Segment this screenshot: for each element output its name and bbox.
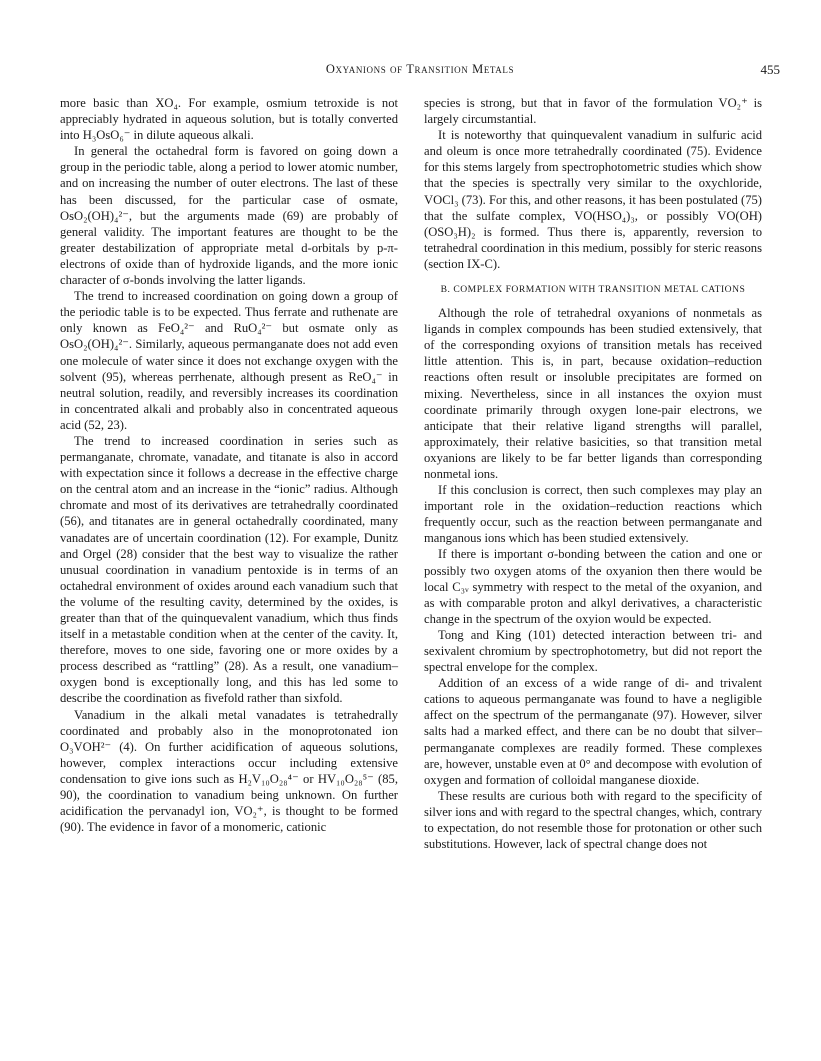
- left-column: [60, 95, 398, 835]
- paragraph: It is noteworthy that quinquevalent vanadium in sulfuric acid and oleum is once more tetrahedrally coordinated (75). Evidence for this stems largely from spectrophotometric studies which show that the species is spectrally very similar to the oxychloride, VOCl₃ (73). For this, and other reasons, it has been postulated (75) that the sulfate complex, VO(HSO₄)₃, or possibly VO(OH)(OSO₃H)₂ is formed. Thus there is, apparently, reversion to tetrahedral coordination in this medium, possibly for steric reasons (section IX-C).: [424, 128, 762, 271]
- paragraph: The trend to increased coordination in series such as permanganate, chromate, vanadate, and titanate is also in accord with expectation since it follows a decrease in the effective charge on the central atom and an increase in the “ionic” radius. Although chromate and most of its derivatives are tetrahedrally coordinated (56), and titanates are in general octahedrally coordinated, many vanadates are of uncertain coordination (12). For example, Dunitz and Orgel (28) consider that the best way to visualize the rather unusual coordination in vanadium pentoxide is in terms of an octahedral environment of oxides around each vanadium such that the volume of the resulting cavity, determined by the oxides, is greater than that of the quinquevalent vanadium, which thus finds itself in a metastable condition when at the center of the cavity. It, therefore, moves to one side, favoring one or more oxides by a process described as “rattling” (28). As a result, one vanadium–oxygen bond is exceptionally long, and this has led some to describe the coordination as fivefold rather than sixfold.: [60, 433, 398, 706]
- paragraph: more basic than XO₄. For example, osmium tetroxide is not appreciably hydrated in aqueous solution, but is totally converted into H₃OsO₆⁻ in dilute aqueous alkali.: [60, 96, 398, 143]
- paragraph: In general the octahedral form is favored on going down a group in the periodic table, along a period to lower atomic number, and on increasing the number of outer electrons. The last of these has been discussed, for the particular case of osmate, OsO₂(OH)₄²⁻, but the arguments made (69) are probably of general validity. The important features are thought to be the greater destabilization of appropriate metal d-orbitals by p-π-electrons of oxide than of hydroxide ligands, and the more ionic character of σ-bonds involving the latter ligands.: [60, 144, 398, 288]
- page-header: [60, 62, 780, 82]
- paragraph: species is strong, but that in favor of the formulation VO₂⁺ is largely circumstantial.: [424, 96, 762, 127]
- section-heading: B. COMPLEX FORMATION WITH TRANSITION METAL CATIONS: [440, 284, 746, 296]
- paragraph: The trend to increased coordination on going down a group of the periodic table is to be expected. Thus ferrate and ruthenate are only known as FeO₄²⁻ and RuO₄²⁻ but osmate only as OsO₂(OH)₄²⁻. Similarly, aqueous permanganate does not add even one molecule of water since it does not exchange oxygen with the solvent (95), whereas perrhenate, although present as ReO₄⁻ in neutral solution, readily, and reversibly increases its coordination in concentrated alkali and probably also in concentrated aqueous acid (52, 23).: [60, 289, 398, 432]
- paragraph: Addition of an excess of a wide range of di- and trivalent cations to aqueous permanganate was found to have a negligible affect on the spectrum of the permanganate (97). However, silver salts had a marked effect, and there can be no doubt that silver–permanganate complexes are readily formed. These complexes are, however, unstable even at 0° and decompose with evolution of oxygen and formation of colloidal manganese dioxide.: [424, 676, 762, 787]
- paragraph: Although the role of tetrahedral oxyanions of nonmetals as ligands in complex compounds has been studied extensively, that of the corresponding oxyions of transition metals has received little attention. This is, in part, because oxidation–reduction reactions often result or insoluble precipitates are formed on mixing. Nevertheless, since in all instances the oxyion must coordinate primarily through oxygen lone-pair electrons, we anticipate that their relative ligand strengths will parallel, approximately, their relative basicities, so that transition metal oxyanions are likely to be far better ligands than corresponding nonmetal ions.: [424, 306, 762, 481]
- paragraph: Vanadium in the alkali metal vanadates is tetrahedrally coordinated and probably also in the monoprotonated ion O₃VOH²⁻ (4). On further acidification of aqueous solutions, however, complex interactions occur including extensive condensation to give ions such as H₂V₁₀O₂₈⁴⁻ or HV₁₀O₂₈⁵⁻ (85, 90), the coordination to vanadium being unknown. On further acidification the pervanadyl ion, VO₂⁺, is thought to be formed (90). The evidence in favor of a monomeric, cationic: [60, 707, 398, 835]
- paragraph: If this conclusion is correct, then such complexes may play an important role in the oxidation–reduction reactions which frequently occur, such as the reaction between permanganate and manganous ions which has been studied extensively.: [424, 483, 762, 546]
- paragraph: Tong and King (101) detected interaction between tri- and sexivalent chromium by spectrophotometry, but did not report the spectral envelope for the complex.: [424, 627, 762, 675]
- running-title: Oxyanions of Transition Metals: [325, 62, 515, 76]
- paragraph: These results are curious both with regard to the specificity of silver ions and with regard to the spectral changes, which, contrary to expectation, do not resemble those for protonation or other such substitutions. However, lack of spectral change does not: [424, 788, 762, 852]
- paragraph: If there is important σ-bonding between the cation and one or possibly two oxygen atoms of the oxyanion then there would be local C₃ᵥ symmetry with respect to the metal of the oxyanion, and as with comparable proton and alkyl derivatives, a characteristic change in the spectrum of the oxyion would be expected.: [424, 547, 762, 626]
- right-column: [424, 95, 762, 852]
- page-number: 455: [760, 62, 780, 77]
